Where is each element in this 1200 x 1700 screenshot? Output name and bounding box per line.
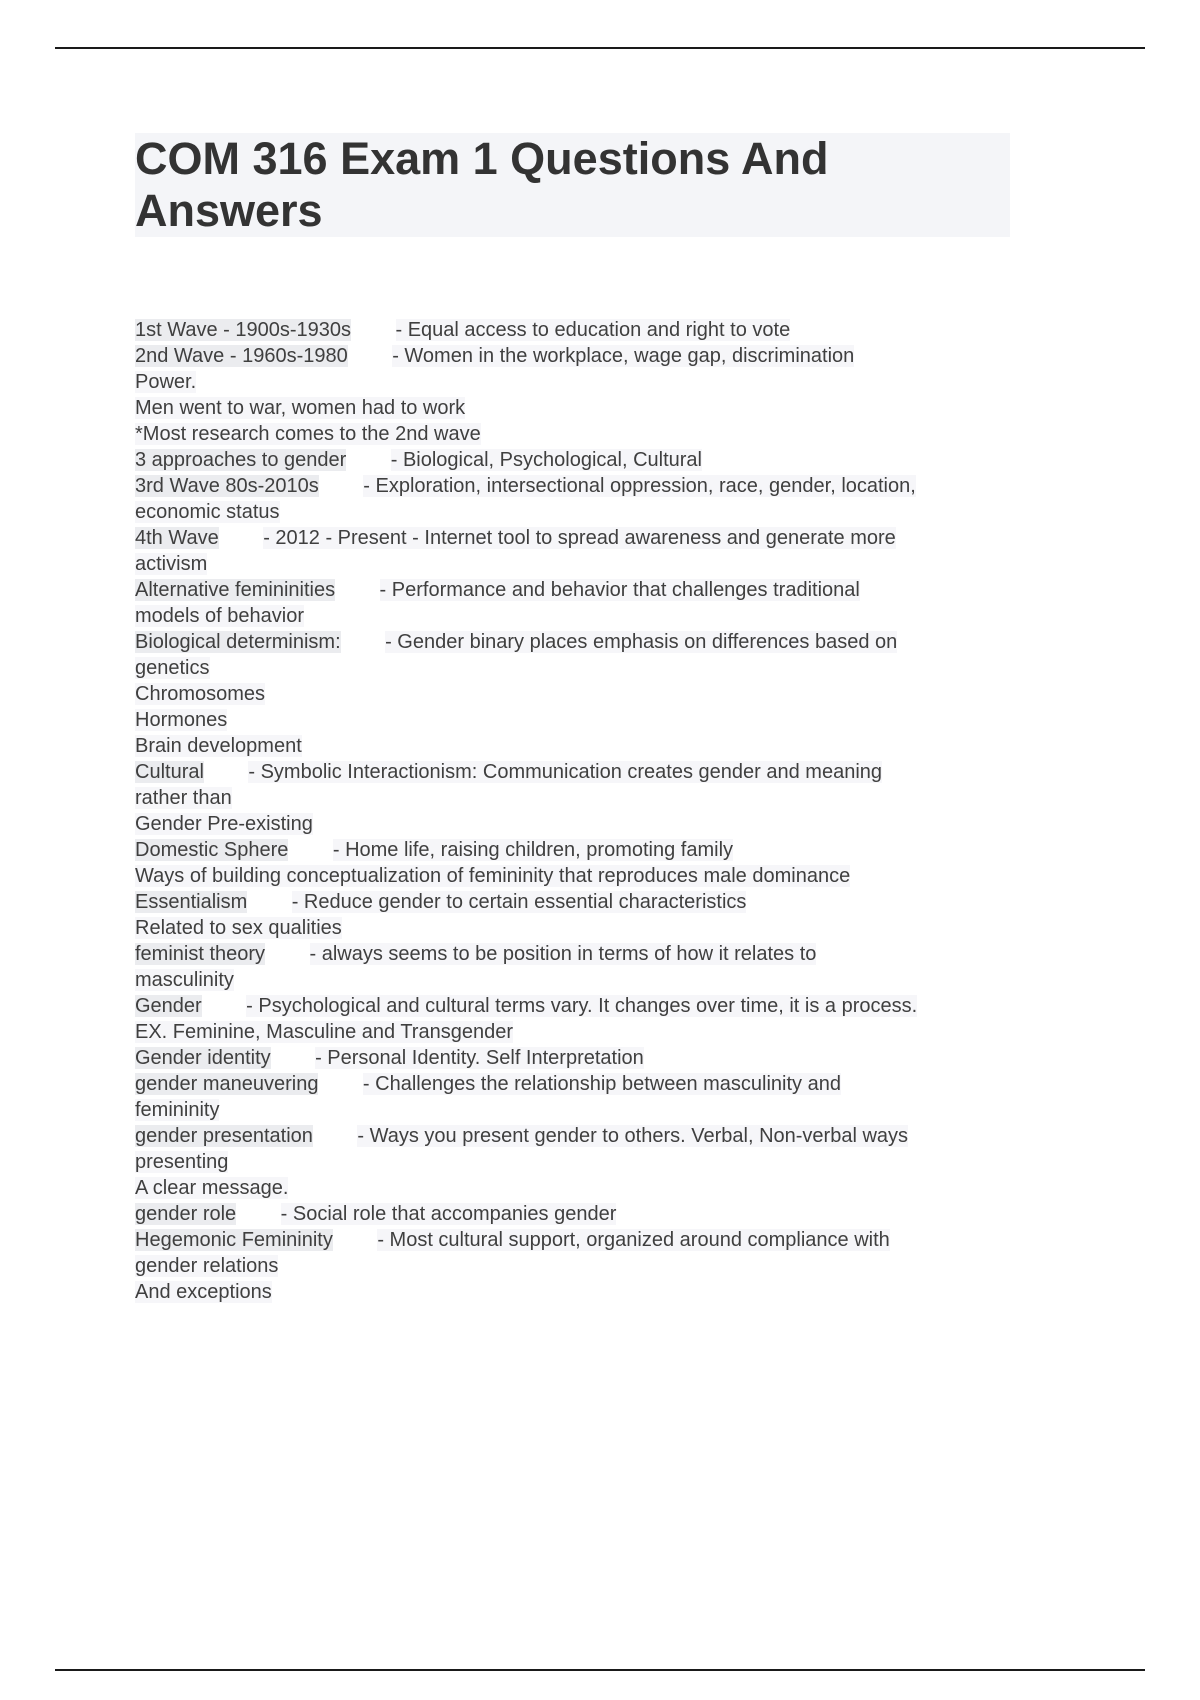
term-gap: [204, 761, 248, 783]
text-line: [135, 1123, 1075, 1149]
term-text: Domestic Sphere: [135, 839, 289, 861]
answer-text: *Most research comes to the 2nd wave: [135, 423, 481, 445]
text-line: [135, 993, 1075, 1019]
text-line: [135, 889, 1075, 915]
text-line: [135, 551, 1075, 577]
document-body: [135, 317, 1075, 1305]
answer-text: - Personal Identity. Self Interpretation: [315, 1047, 644, 1069]
answer-text: Power.: [135, 371, 197, 393]
text-line: [135, 473, 1075, 499]
answer-text: economic status: [135, 501, 280, 523]
term-gap: [318, 1073, 362, 1095]
text-line: [135, 629, 1075, 655]
answer-text: EX. Feminine, Masculine and Transgender: [135, 1021, 513, 1043]
term-text: feminist theory: [135, 943, 266, 965]
term-text: 3 approaches to gender: [135, 449, 347, 471]
text-line: [135, 1175, 1075, 1201]
term-text: 4th Wave: [135, 527, 219, 549]
text-line: [135, 1253, 1075, 1279]
term-text: Gender identity: [135, 1047, 271, 1069]
text-line: [135, 369, 1075, 395]
answer-text: - Psychological and cultural terms vary. It changes over time, it is a process.: [246, 995, 918, 1017]
answer-text: - Performance and behavior that challenges traditional: [379, 579, 860, 601]
answer-text: Hormones: [135, 709, 228, 731]
term-text: 3rd Wave 80s-2010s: [135, 475, 319, 497]
answer-text: activism: [135, 553, 208, 575]
text-line: [135, 733, 1075, 759]
answer-text: models of behavior: [135, 605, 304, 627]
text-line: [135, 915, 1075, 941]
term-gap: [335, 579, 379, 601]
text-line: [135, 1019, 1075, 1045]
answer-text: Related to sex qualities: [135, 917, 342, 939]
text-line: [135, 603, 1075, 629]
answer-text: rather than: [135, 787, 232, 809]
term-text: gender maneuvering: [135, 1073, 319, 1095]
term-gap: [333, 1229, 377, 1251]
text-line: [135, 863, 1075, 889]
term-text: Gender: [135, 995, 202, 1017]
term-text: 1st Wave - 1900s-1930s: [135, 319, 352, 341]
term-gap: [247, 891, 291, 913]
text-line: [135, 785, 1075, 811]
text-line: [135, 837, 1075, 863]
answer-text: A clear message.: [135, 1177, 289, 1199]
answer-text: - Home life, raising children, promoting family: [332, 839, 734, 861]
text-line: [135, 447, 1075, 473]
text-line: [135, 811, 1075, 837]
answer-text: Brain development: [135, 735, 302, 757]
answer-text: - Ways you present gender to others. Verbal, Non-verbal ways: [357, 1125, 909, 1147]
answer-text: - Social role that accompanies gender: [280, 1203, 617, 1225]
answer-text: genetics: [135, 657, 210, 679]
top-rule: [55, 47, 1145, 49]
text-line: [135, 1097, 1075, 1123]
term-gap: [265, 943, 309, 965]
text-line: [135, 941, 1075, 967]
term-gap: [271, 1047, 315, 1069]
answer-text: - always seems to be position in terms of how it relates to: [309, 943, 817, 965]
answer-text: - Challenges the relationship between masculinity and: [362, 1073, 841, 1095]
text-line: [135, 681, 1075, 707]
answer-text: femininity: [135, 1099, 220, 1121]
text-line: [135, 1045, 1075, 1071]
text-line: [135, 707, 1075, 733]
text-line: [135, 1279, 1075, 1305]
term-gap: [202, 995, 246, 1017]
term-gap: [319, 475, 363, 497]
text-line: [135, 317, 1075, 343]
term-gap: [341, 631, 385, 653]
answer-text: - Women in the workplace, wage gap, discrimination: [392, 345, 855, 367]
term-text: Cultural: [135, 761, 204, 783]
term-gap: [236, 1203, 280, 1225]
term-text: Alternative femininities: [135, 579, 336, 601]
text-line: [135, 525, 1075, 551]
answer-text: gender relations: [135, 1255, 279, 1277]
document-content: [135, 133, 1075, 1305]
answer-text: - Biological, Psychological, Cultural: [390, 449, 702, 471]
answer-text: masculinity: [135, 969, 234, 991]
term-text: Essentialism: [135, 891, 248, 913]
answer-text: Chromosomes: [135, 683, 266, 705]
answer-text: Men went to war, women had to work: [135, 397, 466, 419]
answer-text: - Symbolic Interactionism: Communication creates gender and meaning: [248, 761, 883, 783]
text-line: [135, 499, 1075, 525]
answer-text: - Reduce gender to certain essential characteristics: [291, 891, 747, 913]
text-line: [135, 967, 1075, 993]
answer-text: presenting: [135, 1151, 229, 1173]
answer-text: - 2012 - Present - Internet tool to spread awareness and generate more: [263, 527, 896, 549]
term-text: Hegemonic Femininity: [135, 1229, 333, 1251]
text-line: [135, 1149, 1075, 1175]
text-line: [135, 655, 1075, 681]
page-title: COM 316 Exam 1 Questions And Answers: [135, 133, 1010, 237]
text-line: [135, 1227, 1075, 1253]
term-gap: [288, 839, 332, 861]
term-text: gender presentation: [135, 1125, 313, 1147]
term-gap: [351, 319, 395, 341]
term-gap: [219, 527, 263, 549]
text-line: [135, 759, 1075, 785]
answer-text: Gender Pre-existing: [135, 813, 313, 835]
text-line: [135, 1201, 1075, 1227]
text-line: [135, 1071, 1075, 1097]
answer-text: - Most cultural support, organized around compliance with: [377, 1229, 890, 1251]
term-gap: [313, 1125, 357, 1147]
text-line: [135, 343, 1075, 369]
answer-text: Ways of building conceptualization of femininity that reproduces male dominance: [135, 865, 851, 887]
bottom-rule: [55, 1669, 1145, 1671]
term-gap: [348, 345, 392, 367]
text-line: [135, 421, 1075, 447]
answer-text: And exceptions: [135, 1281, 272, 1303]
term-text: 2nd Wave - 1960s-1980: [135, 345, 348, 367]
term-text: gender role: [135, 1203, 237, 1225]
answer-text: - Gender binary places emphasis on differences based on: [385, 631, 898, 653]
text-line: [135, 395, 1075, 421]
answer-text: - Exploration, intersectional oppression, race, gender, location,: [363, 475, 916, 497]
text-line: [135, 577, 1075, 603]
term-gap: [346, 449, 390, 471]
answer-text: - Equal access to education and right to vote: [395, 319, 791, 341]
term-text: Biological determinism:: [135, 631, 341, 653]
